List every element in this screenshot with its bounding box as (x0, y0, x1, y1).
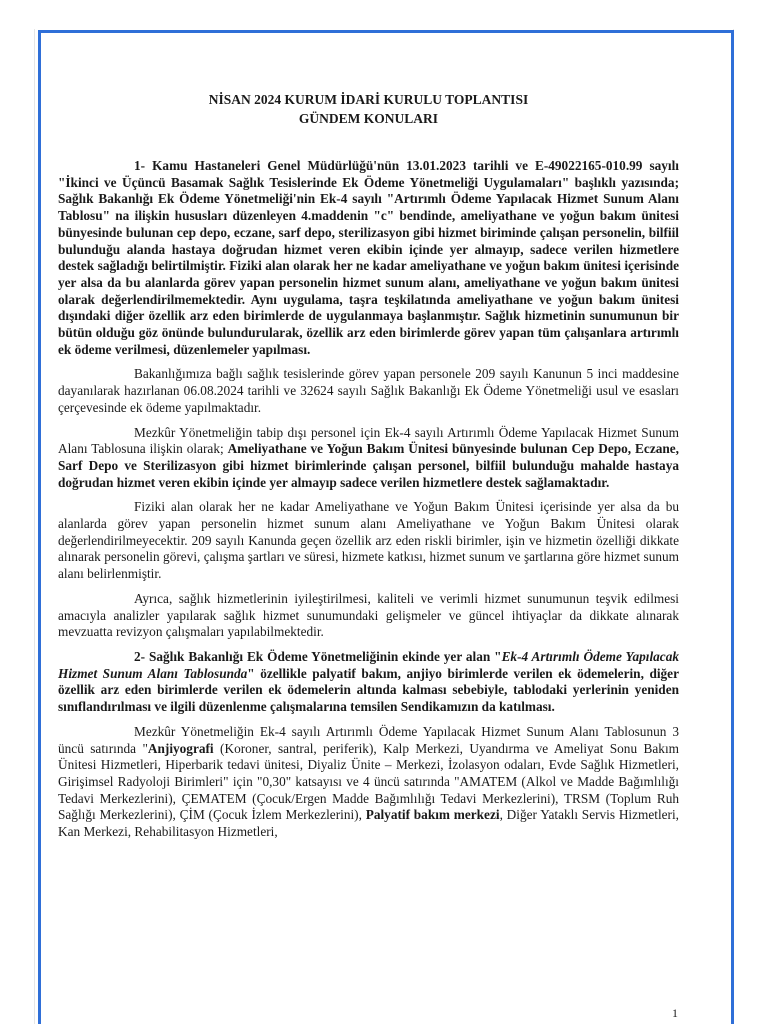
document-title (58, 90, 679, 128)
agenda-item-2 (58, 649, 679, 716)
paragraph-7-bold-2: Palyatif bakım merkezi (365, 807, 500, 823)
paragraph-2: Bakanlığımıza bağlı sağlık tesislerinde görev yapan personele 209 sayılı Kanunun 5 inci maddesine dayanılarak hazırlanan 06.08.2024 tarihli ve 32624 sayılı Sağlık Bakanlığı Ek Ödeme Yönetmeliği usul ve esasları çerçevesinde ek ödeme yapılmaktadır. (58, 366, 679, 415)
agenda-item-2-part-1: 2- Sağlık Bakanlığı Ek Ödeme Yönetmeliğinin ekinde yer alan " (134, 648, 502, 664)
paragraph-7-part-1: Mezkûr Yönetmeliğin Ek-4 sayılı Artırımlı Ödeme Yapılacak Hizmet Sunum Alanı Tablosunun 3 üncü satırında " (58, 723, 679, 756)
paragraph-7-part-2: (Koroner, santral, periferik), Kalp Merkezi, Uyandırma ve Ameliyat Sonu Bakım Ünitesi Hizmetleri, Hiperbarik tedavi ünitesi, Diyaliz Ünite – Merkezi, İzolasyon odaları, Evde Sağlık Hizmetleri, Girişimsel Radyoloji Birimleri" için "0,30" katsayısı ve 4 üncü satırında "AMATEM (Alkol ve Madde Bağımlılığı Tedavi Merkezlerini), ÇEMATEM (Çocuk/Ergen Madde Bağımlılığı Tedavi Merkezlerini), TRSM (Toplum Ruh Sağlığı Merkezlerini), ÇİM (Çocuk İzlem Merkezlerini), (58, 740, 679, 823)
paragraph-3-bold: Ameliyathane ve Yoğun Bakım Ünitesi bünyesinde bulunan Cep Depo, Eczane, Sarf Depo ve Sterilizasyon gibi hizmet birimlerinde çalışan personel, bilfiil bulunduğu mahalde hastaya doğrudan hizmet veren ekibin içinde yer almayıp sadece verilen hizmetlere destek sağlamaktadır. (58, 441, 679, 490)
viewer-right-margin (733, 29, 768, 1024)
paragraph-7 (58, 724, 679, 841)
paragraph-3 (58, 425, 679, 492)
viewer-top-margin (0, 0, 768, 29)
page-number: 1 (672, 1006, 678, 1020)
paragraph-7-part-3: , Diğer Yataklı Servis Hizmetleri, Kan Merkezi, Rehabilitasyon Hizmetleri, (58, 807, 679, 840)
agenda-item-2-italic: Ek-4 Artırımlı Ödeme Yapılacak Hizmet Sunum Alanı Tablosunda (58, 648, 679, 681)
title-line-2: GÜNDEM KONULARI (298, 111, 439, 126)
paragraph-7-bold-1: Anjiyografi (147, 740, 214, 756)
paragraph-5: Ayrıca, sağlık hizmetlerinin iyileştirilmesi, kaliteli ve verimli hizmet sunumunun teşvik edilmesi amacıyla analizler yapılarak sağlık hizmet sunumundaki gelişmeler ve güncel ihtiyaçlar da dikkate alınarak mevzuatta revizyon çalışmaları yapılabilmektedir. (58, 590, 679, 640)
paragraph-3-text: Mezkûr Yönetmeliğin tabip dışı personel için Ek-4 sayılı Artırımlı Ödeme Yapılacak Hizmet Sunum Alanı Tablosuna ilişkin olarak; (58, 424, 679, 457)
document-body (58, 90, 679, 841)
paragraph-4: Fiziki alan olarak her ne kadar Ameliyathane ve Yoğun Bakım Ünitesi içerisinde yer alsa da bu alanlarda görev yapan personelin hizmet sunum alanı Ameliyathane ve Yoğun Bakım Ünitesi olarak değerlendirilmeyecektir. 209 sayılı Kanunda geçen özellik arz eden riskli birimler, işin ve hizmetin özelliği dikkate alınarak personelin görevi, çalışma şartları ve süresi, hizmete katkısı, hizmet sunum ve şartlarına göre hizmet sunum alanı belirlenmiştir. (58, 499, 679, 582)
viewer-left-margin (0, 29, 35, 1024)
title-line-1: NİSAN 2024 KURUM İDARİ KURULU TOPLANTISI (208, 92, 529, 107)
agenda-item-2-part-2: " özellikle palyatif bakım, anjiyo birimlerde verilen ek ödemelerin, diğer özellik arz eden birimlerde verilen ek ödemelerin altında kalması sebebiyle, tablodaki yerlerinin yeniden sınıflandırılması ve ilgili düzenlenme çalışmalarına temsilen Sendikamızın da katılması. (58, 665, 679, 715)
agenda-item-1: 1- Kamu Hastaneleri Genel Müdürlüğü'nün 13.01.2023 tarihli ve E-49022165-010.99 sayılı "İkinci ve Üçüncü Basamak Sağlık Tesislerinde Ek Ödeme Yönetmeliği Uygulamaları" başlıklı yazısında; Sağlık Bakanlığı Ek Ödeme Yönetmeliği'nin Ek-4 sayılı "Artırımlı Ödeme Yapılacak Hizmet Sunum Alanı Tablosu" na ilişkin hususları düzenleyen 4.maddenin "c" bendinde, ameliyathane ve yoğun bakım ünitesi bünyesinde bulunan cep depo, eczane, sarf depo, sterilizasyon gibi hizmet biriminde çalışan personelin, bilfiil bulunduğu alanda hastaya doğrudan hizmet veren ekibin içinde yer almayıp, sadece verilen hizmetlere destek sağladığı belirtilmiştir. Fiziki alan olarak her ne kadar ameliyathane ve yoğun bakım ünitesi içerisinde yer alsa da bu alanlarda görev yapan personelin hizmet sunum alanı, ameliyathane ve yoğun bakım ünitesi olarak değerlendirilmemektedir. Aynı uygulama, taşra teşkilatında ameliyathane ve yoğun bakım ünitesi dışındaki diğer özellik arz eden birimlerde de uygulanmaya başlanmıştır. Sağlık hizmetinin sunumunun bir bütün olduğu göz önünde bulundurularak, özellik arz eden birimlerde görev yapan tüm çalışanlara artırımlı ek ödeme verilmesi, düzenlemeler yapılması. (58, 158, 679, 357)
